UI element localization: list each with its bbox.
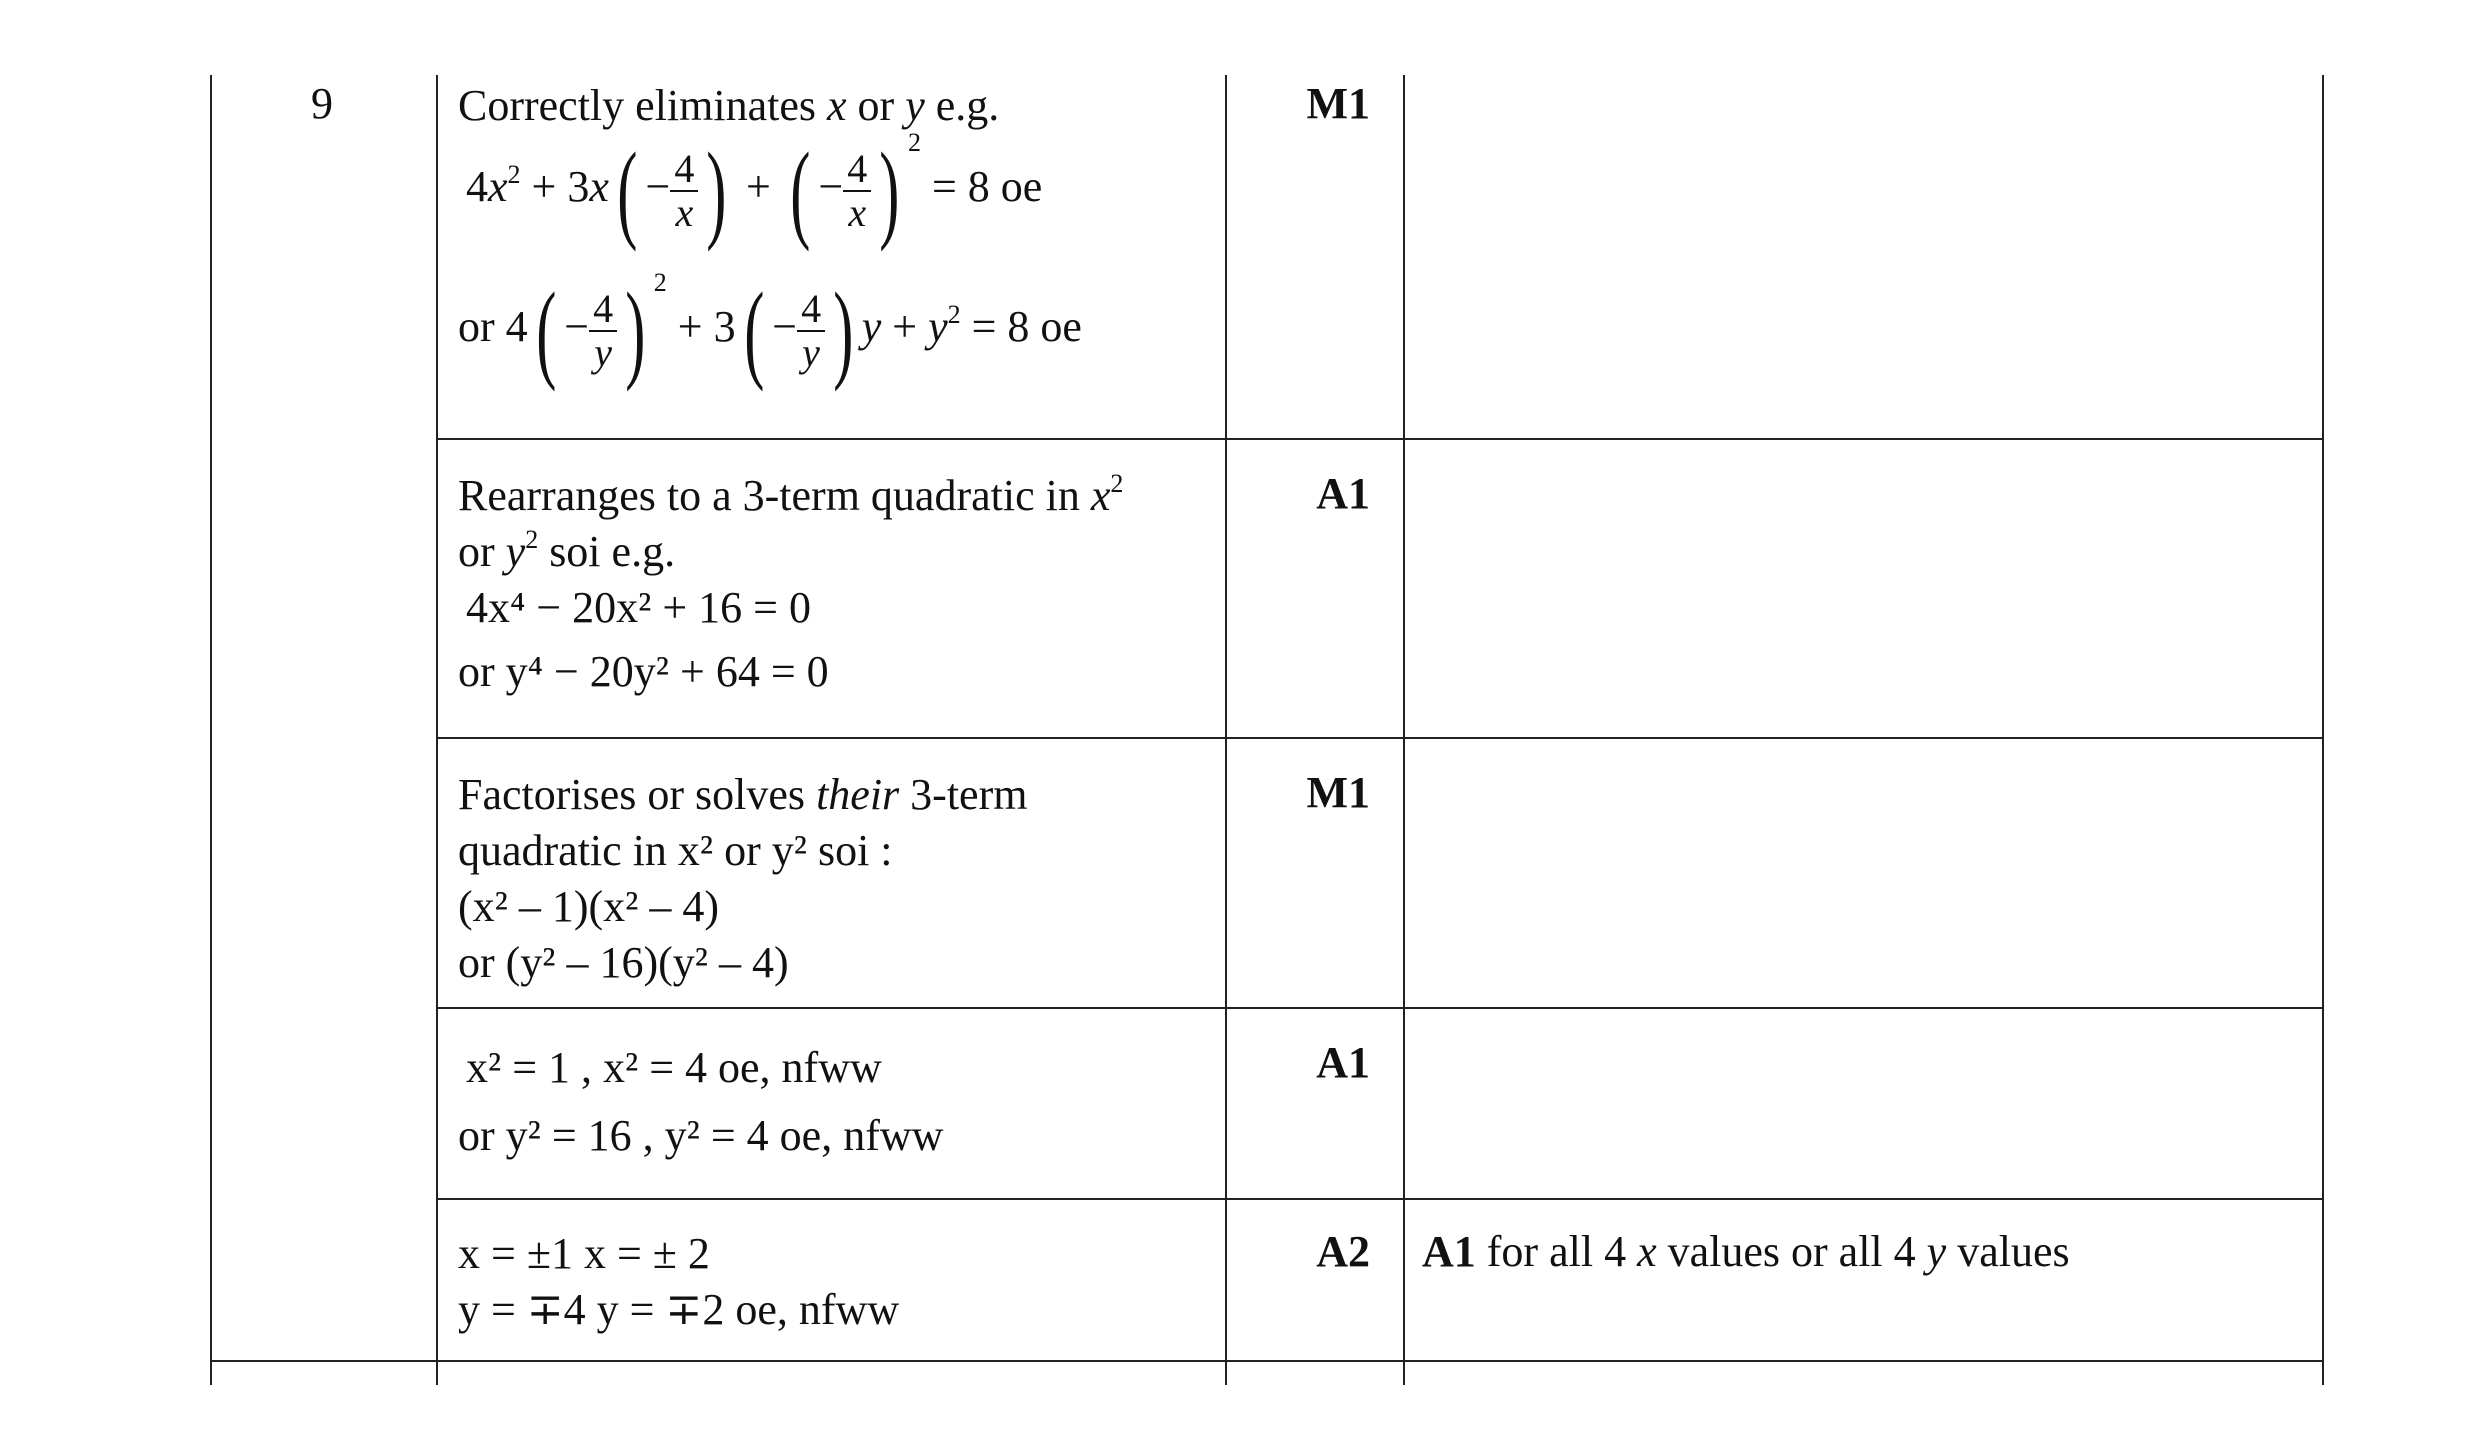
- table-border-marks-left: [1225, 75, 1227, 1385]
- step-4-mark: A1: [1316, 1038, 1370, 1087]
- table-border-qnum: [436, 75, 438, 1385]
- row-divider: [436, 1198, 2324, 1200]
- table-border-right: [2322, 75, 2324, 1385]
- step-5-comment: A1 for all 4 x values or all 4 y values: [1422, 1227, 2070, 1276]
- step-3-mark: M1: [1306, 768, 1370, 817]
- step-1-equation-y: or 4( − $\frac{4}{y}$ ) $^2$ + 3( − $\frac{4}{y}$ ) $y + y^2 = 8$ oe: [458, 268, 1082, 392]
- step-4-text: x² = 1 , x² = 4 oe, nfww or y² = 16 , y² = 4 oe, nfww: [458, 1043, 944, 1160]
- step-1-heading: Correctly eliminates x or y e.g.: [458, 81, 1000, 130]
- step-1-equation-x: $4x^2 + 3x$( − $\frac{4}{x}$ ) + ( − $\frac{4}{x}$ ) $^2$ = 8 oe: [466, 128, 1043, 252]
- step-2-equation-y: or y⁴ − 20y² + 64 = 0: [458, 647, 829, 696]
- step-5-text: x = ±1 x = ± 2 y = ∓4 y = ∓2 oe, nfww: [458, 1229, 900, 1334]
- row-divider: [436, 737, 2324, 739]
- table-border-marks-right: [1403, 75, 1405, 1385]
- table-bottom-border: [210, 1360, 2324, 1362]
- row-divider: [436, 1007, 2324, 1009]
- question-number: 9: [311, 79, 333, 128]
- table-border-left: [210, 75, 212, 1385]
- step-1-mark: M1: [1306, 79, 1370, 128]
- step-3-text: Factorises or solves their 3-term quadratic in x² or y² soi : (x² – 1)(x² – 4) or (y² – 16)(y² – 4): [458, 770, 1028, 987]
- step-2-text: Rearranges to a 3-term quadratic in $x^2$ or $y^2$ soi e.g. 4x⁴ − 20x² + 16 = 0 or y⁴ − 20y² + 64 = 0: [458, 468, 1123, 699]
- row-divider: [436, 438, 2324, 440]
- step-2-equation-x: 4x⁴ − 20x² + 16 = 0: [466, 583, 811, 632]
- step-2-mark: A1: [1316, 469, 1370, 518]
- step-5-mark: A2: [1316, 1227, 1370, 1276]
